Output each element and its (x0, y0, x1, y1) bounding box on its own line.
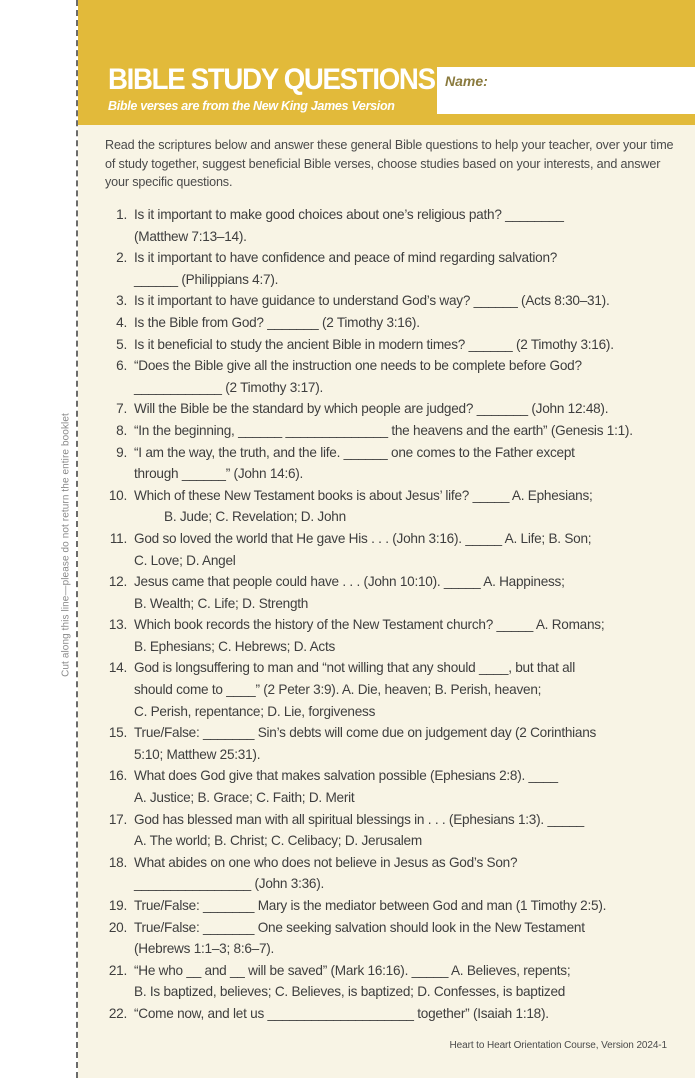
question-item (105, 442, 685, 485)
question-line: C. Perish, repentance; D. Lie, forgiveness (134, 703, 376, 719)
page-title: BIBLE STUDY QUESTIONS (108, 63, 435, 96)
question-line: B. Wealth; C. Life; D. Strength (134, 595, 309, 611)
name-label: Name: (445, 73, 488, 89)
question-item (105, 528, 685, 571)
name-field[interactable] (437, 67, 695, 114)
question-line: should come to ____” (2 Peter 3:9). A. Die, heaven; B. Perish, heaven; (134, 682, 542, 698)
question-item (105, 204, 685, 247)
question-item (105, 917, 685, 960)
question-line: (Matthew 7:13–14). (134, 228, 247, 244)
question-line: B. Jude; C. Revelation; D. John (164, 509, 346, 525)
footer-text: Heart to Heart Orientation Course, Version 2024-1 (449, 1040, 667, 1051)
question-line: Which of these New Testament books is about Jesus’ life? _____ A. Ephesians; (134, 487, 593, 503)
question-line: Is it beneficial to study the ancient Bible in modern times? ______ (2 Timothy 3:16). (134, 336, 614, 352)
question-item (105, 355, 685, 398)
question-item (105, 895, 685, 917)
question-line: What abides on one who does not believe in Jesus as God’s Son? (134, 854, 518, 870)
question-item (105, 614, 685, 657)
question-line: through ______” (John 14:6). (134, 466, 304, 482)
question-number: 18. (108, 854, 127, 870)
page-subtitle: Bible verses are from the New King James Version (108, 99, 395, 113)
question-line: “I am the way, the truth, and the life. ______ one comes to the Father except (134, 444, 575, 460)
question-item (105, 765, 685, 808)
question-number: 8. (116, 422, 127, 438)
question-line: Is it important to have confidence and peace of mind regarding salvation? (134, 250, 558, 266)
question-item (105, 571, 685, 614)
question-number: 12. (108, 574, 127, 590)
question-item (105, 485, 685, 528)
question-line: C. Love; D. Angel (134, 552, 236, 568)
question-number: 11. (109, 530, 127, 546)
question-item (105, 852, 685, 895)
question-item (105, 290, 685, 312)
question-number: 15. (108, 725, 127, 741)
question-list (105, 204, 685, 1025)
question-line: “Does the Bible give all the instruction one needs to be complete before God? (134, 358, 582, 374)
question-line: True/False: _______ One seeking salvation should look in the New Testament (134, 919, 585, 935)
question-number: 2. (116, 250, 127, 266)
question-number: 4. (116, 314, 127, 330)
question-number: 5. (116, 336, 127, 352)
question-line: Jesus came that people could have . . . (John 10:10). _____ A. Happiness; (134, 574, 565, 590)
question-line: “He who __ and __ will be saved” (Mark 16:16). _____ A. Believes, repents; (134, 962, 571, 978)
question-line: True/False: _______ Mary is the mediator between God and man (1 Timothy 2:5). (134, 898, 607, 913)
question-number: 20. (108, 919, 127, 935)
question-line: A. The world; B. Christ; C. Celibacy; D. Jerusalem (134, 833, 422, 849)
question-number: 3. (116, 293, 127, 309)
question-line: Is it important to make good choices about one’s religious path? ________ (134, 207, 564, 222)
question-number: 16. (108, 768, 127, 784)
question-number: 21. (108, 962, 127, 978)
intro-text: Read the scriptures below and answer these general Bible questions to help your teacher, over your time of study together, suggest beneficial Bible verses, choose studies based on your interests, and answer your specific questions. (105, 138, 674, 189)
question-item (105, 657, 685, 722)
question-line: Is the Bible from God? _______ (2 Timothy 3:16). (134, 314, 420, 330)
question-line: Is it important to have guidance to understand God’s way? ______ (Acts 8:30–31). (134, 293, 610, 309)
question-line: ______ (Philippians 4:7). (134, 271, 279, 287)
header-band (78, 0, 695, 125)
question-item (105, 420, 685, 442)
question-line: (Hebrews 1:1–3; 8:6–7). (134, 941, 275, 957)
question-item (105, 334, 685, 356)
question-line: ____________ (2 Timothy 3:17). (134, 379, 323, 395)
question-number: 9. (116, 444, 127, 460)
question-line: A. Justice; B. Grace; C. Faith; D. Merit (134, 790, 355, 806)
question-line: “In the beginning, ______ ______________ the heavens and the earth” (Genesis 1:1). (134, 422, 633, 438)
question-line: B. Ephesians; C. Hebrews; D. Acts (134, 638, 336, 654)
question-line: What does God give that makes salvation possible (Ephesians 2:8). ____ (134, 768, 558, 784)
question-number: 22. (108, 1005, 127, 1021)
question-line: Will the Bible be the standard by which people are judged? _______ (John 12:48). (134, 401, 609, 417)
question-line: God is longsuffering to man and “not willing that any should ____, but that all (134, 660, 575, 676)
question-line: 5:10; Matthew 25:31). (134, 746, 261, 762)
question-number: 10. (108, 487, 127, 503)
question-number: 17. (108, 811, 127, 827)
question-item (105, 809, 685, 852)
question-item (105, 722, 685, 765)
cut-line-instruction: Cut along this line—please do not return the entire booklet (60, 413, 72, 677)
question-number: 1. (116, 207, 127, 222)
question-line: True/False: _______ Sin’s debts will come due on judgement day (2 Corinthians (134, 725, 597, 741)
question-sheet (78, 0, 695, 1078)
question-item (105, 1003, 685, 1025)
question-item (105, 960, 685, 1003)
question-line: B. Is baptized, believes; C. Believes, is baptized; D. Confesses, is baptized (134, 984, 566, 1000)
question-line: “Come now, and let us ____________________ together” (Isaiah 1:18). (134, 1005, 549, 1021)
question-item (105, 312, 685, 334)
question-number: 7. (116, 401, 127, 417)
question-line: Which book records the history of the New Testament church? _____ A. Romans; (134, 617, 605, 633)
question-line: God so loved the world that He gave His . . . (John 3:16). _____ A. Life; B. Son; (134, 530, 592, 546)
question-item (105, 247, 685, 290)
question-line: God has blessed man with all spiritual blessings in . . . (Ephesians 1:3). _____ (134, 811, 584, 827)
question-item (105, 398, 685, 420)
question-number: 6. (116, 358, 127, 374)
question-number: 13. (108, 617, 127, 633)
question-line: ________________ (John 3:36). (134, 876, 325, 892)
question-number: 19. (108, 898, 127, 913)
question-number: 14. (108, 660, 127, 676)
